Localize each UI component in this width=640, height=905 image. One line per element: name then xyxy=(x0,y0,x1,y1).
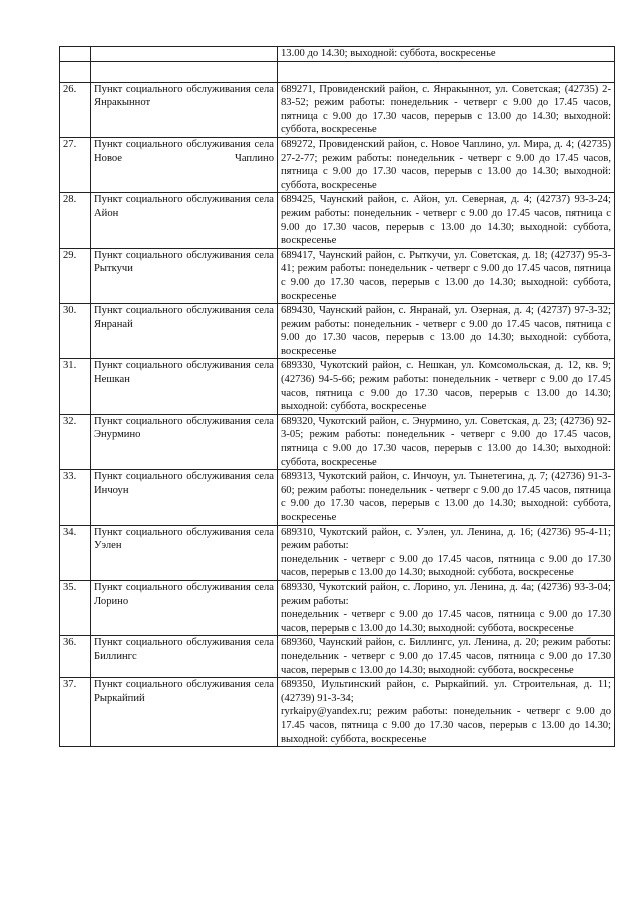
row-name-line: обслуживания села Айон xyxy=(94,194,274,219)
row-name-line: обслуживания села Инчоун xyxy=(94,471,274,496)
row-info-text: 689310, Чукотский район, с. Уэлен, ул. Ленина, д. 16; (42736) 95-4-11; режим работы: xyxy=(281,526,611,552)
row-name-line: обслуживания села Новое xyxy=(94,138,274,164)
row-name-line: Пункт социального xyxy=(94,83,183,95)
row-name xyxy=(91,137,278,192)
row-name-line: Пункт социального xyxy=(94,305,183,317)
row-name xyxy=(91,82,278,137)
row-name-text xyxy=(94,470,274,497)
spacer-cell xyxy=(91,61,278,82)
row-info-text: 689360, Чаунский район, с. Биллингс, ул. Ленина, д. 20; режим работы: понедельник - четверг с 9.00 до 17.45 часов, пятница с 9.00 до 17.30 часов, перерыв с 13.00 до 14.30; выходной: суббота, воскресенье xyxy=(281,637,611,676)
row-name-text xyxy=(94,359,274,386)
row-info xyxy=(278,636,615,678)
row-name-line: Чаплино xyxy=(234,152,274,164)
row-number: 32. xyxy=(60,414,91,469)
row-info-text: 689425, Чаунский район, с. Айон, ул. Северная, д. 4; (42737) 93-3-24; режим работы: понедельник - четверг с 9.00 до 17.45 часов, пятница с 9.00 до 17.30 часов, перерыв с 13.00 до 14.30; выходной: суббота, воскресенье xyxy=(281,194,611,247)
row-name-line: обслуживания села Биллингс xyxy=(94,637,274,662)
row-number: 28. xyxy=(60,193,91,248)
table-row xyxy=(60,248,615,303)
row-info xyxy=(278,248,615,303)
row-name-text xyxy=(94,636,274,663)
row-info xyxy=(278,678,615,747)
row-number: 36. xyxy=(60,636,91,678)
row-name-line: Пункт социального xyxy=(94,526,183,538)
table-body xyxy=(60,47,615,747)
row-name-text xyxy=(94,415,274,442)
table-row xyxy=(60,678,615,747)
row-info xyxy=(278,414,615,469)
row-number: 34. xyxy=(60,525,91,580)
row-name xyxy=(91,580,278,635)
row-name-text xyxy=(94,193,274,220)
table-row xyxy=(60,193,615,248)
row-name-line: Пункт социального xyxy=(94,249,183,261)
table-row xyxy=(60,636,615,678)
row-name-text xyxy=(94,678,274,705)
row-info-text: понедельник - четверг с 9.00 до 17.45 часов, пятница с 9.00 до 17.30 часов, перерыв с 13.00 до 14.30; выходной: суббота, воскресенье xyxy=(281,553,611,579)
row-number: 37. xyxy=(60,678,91,747)
row-name-line: Пункт социального xyxy=(94,679,183,691)
row-info xyxy=(278,525,615,580)
row-info-text: 689417, Чаунский район, с. Рыткучи, ул. Советская, д. 18; (42737) 95-3-41; режим работы: понедельник - четверг с 9.00 до 17.45 часов, пятница с 9.00 до 17.30 часов, перерыв с 13.00 до 14.30; выходной: суббота, воскресенье xyxy=(281,249,611,302)
spacer-cell xyxy=(278,61,615,82)
row-number xyxy=(60,47,91,62)
row-info xyxy=(278,470,615,525)
table-row xyxy=(60,137,615,192)
row-name-text xyxy=(94,526,274,553)
table-row-continued xyxy=(60,47,615,62)
row-info-text: 689350, Иультинский район, с. Рыркайпий. ул. Строительная, д. 11; (42739) 91-3-34; xyxy=(281,679,611,704)
row-name-text xyxy=(94,138,274,165)
row-name-line: обслуживания села Уэлен xyxy=(94,526,274,552)
row-name-text xyxy=(94,83,274,110)
row-info xyxy=(278,137,615,192)
row-number: 29. xyxy=(60,248,91,303)
row-info-text: ryrkaipy@yandex.ru; режим работы: понедельник - четверг с 9.00 до 17.45 часов, пятница с 9.00 до 17.30 часов, перерыв с 13.00 до 14.30; выходной: суббота, воскресенье xyxy=(281,706,611,745)
row-info xyxy=(278,359,615,414)
row-name-text xyxy=(94,581,274,608)
row-name-line: обслуживания села Нешкан xyxy=(94,360,274,386)
row-info-text: 689272, Провиденский район, с. Новое Чаплино, ул. Мира, д. 4; (42735) 27-2-77; режим работы: понедельник - четверг с 9.00 до 17.45 часов, пятница с 9.00 до 17.30 часов, перерыв с 13.00 до 14.30; выходной: суббота, воскресенье xyxy=(281,138,611,191)
row-name-line: Пункт социального xyxy=(94,138,183,150)
row-name-line: Пункт социального xyxy=(94,471,183,483)
row-info-text: 689320, Чукотский район, с. Энурмино, ул. Советская, д. 23; (42736) 92-3-05; режим работы: понедельник - четверг с 9.00 до 17.45 часов, пятница с 9.00 до 17.30 часов, перерыв с 13.00 до 14.30; выходной: суббота, воскресенье xyxy=(281,415,611,468)
row-name-line: Пункт социального xyxy=(94,415,183,427)
row-info xyxy=(278,580,615,635)
table-row-spacer xyxy=(60,61,615,82)
row-info xyxy=(278,82,615,137)
table-row xyxy=(60,414,615,469)
row-name xyxy=(91,414,278,469)
row-number: 30. xyxy=(60,304,91,359)
row-number: 27. xyxy=(60,137,91,192)
row-name xyxy=(91,678,278,747)
table-row xyxy=(60,525,615,580)
row-name xyxy=(91,470,278,525)
row-info-text: 689330, Чукотский район, с. Нешкан, ул. Комсомольская, д. 12, кв. 9; (42736) 94-5-66; режим работы: понедельник - четверг с 9.00 до 17.45 часов, пятница с 9.00 до 17.30 часов, перерыв с 13.00 до 14.30; выходной: суббота, воскресенье xyxy=(281,360,611,413)
row-number: 26. xyxy=(60,82,91,137)
row-number: 31. xyxy=(60,359,91,414)
row-name-line: Пункт социального xyxy=(94,581,183,593)
row-name xyxy=(91,304,278,359)
table-row xyxy=(60,82,615,137)
table-row xyxy=(60,580,615,635)
row-info-text: 689313, Чукотский район, с. Инчоун, ул. Тынетегина, д. 7; (42736) 91-3-60; режим работы: понедельник - четверг с 9.00 до 17.45 часов, пятница с 9.00 до 17.30 часов, перерыв с 13.00 до 14.30; выходной: суббота, воскресенье xyxy=(281,471,611,523)
row-name-line: обслуживания села Янракыннот xyxy=(94,83,274,109)
row-name-line: Пункт социального xyxy=(94,360,183,372)
row-info xyxy=(278,304,615,359)
row-name-line: Пункт социального xyxy=(94,194,183,206)
row-info-text: 689271, Провиденский район, с. Янракыннот, ул. Советская; (42735) 2-83-52; режим работы: понедельник - четверг с 9.00 до 17.45 часов, пятница с 9.00 до 17.30 часов, перерыв с 13.00 до 14.30; выходной: суббота, воскресенье xyxy=(281,83,611,136)
table-row xyxy=(60,359,615,414)
row-name-line: обслуживания села Янранай xyxy=(94,305,274,330)
row-name-line: обслуживания села Рыткучи xyxy=(94,249,274,275)
row-name xyxy=(91,525,278,580)
row-name xyxy=(91,248,278,303)
row-name-line: обслуживания села Энурмино xyxy=(94,415,274,441)
table-row xyxy=(60,470,615,525)
row-name xyxy=(91,193,278,248)
row-info-text: понедельник - четверг с 9.00 до 17.45 часов, пятница с 9.00 до 17.30 часов, перерыв с 13.00 до 14.30; выходной: суббота, воскресенье xyxy=(281,609,611,634)
row-name-line: обслуживания села Лорино xyxy=(94,581,274,607)
row-info xyxy=(278,193,615,248)
row-name xyxy=(91,636,278,678)
social-service-table xyxy=(59,46,615,747)
row-name xyxy=(91,359,278,414)
spacer-cell xyxy=(60,61,91,82)
row-number: 35. xyxy=(60,580,91,635)
row-name-text xyxy=(94,304,274,331)
row-name-text xyxy=(94,249,274,276)
table-row xyxy=(60,304,615,359)
row-info: 13.00 до 14.30; выходной: суббота, воскресенье xyxy=(278,47,615,62)
row-info-text: 689330, Чукотский район, с. Лорино, ул. Ленина, д. 4а; (42736) 93-3-04; режим работы: xyxy=(281,581,611,607)
row-info-text: 689430, Чаунский район, с. Янранай, ул. Озерная, д. 4; (42737) 97-3-32; режим работы: понедельник - четверг с 9.00 до 17.45 часов, пятница с 9.00 до 17.30 часов, перерыв с 13.00 до 14.30; выходной: суббота, воскресенье xyxy=(281,305,611,357)
row-name-line: Пункт социального xyxy=(94,637,183,649)
row-number: 33. xyxy=(60,470,91,525)
row-name-line: обслуживания села Рыркайпий xyxy=(94,679,274,704)
row-name xyxy=(91,47,278,62)
